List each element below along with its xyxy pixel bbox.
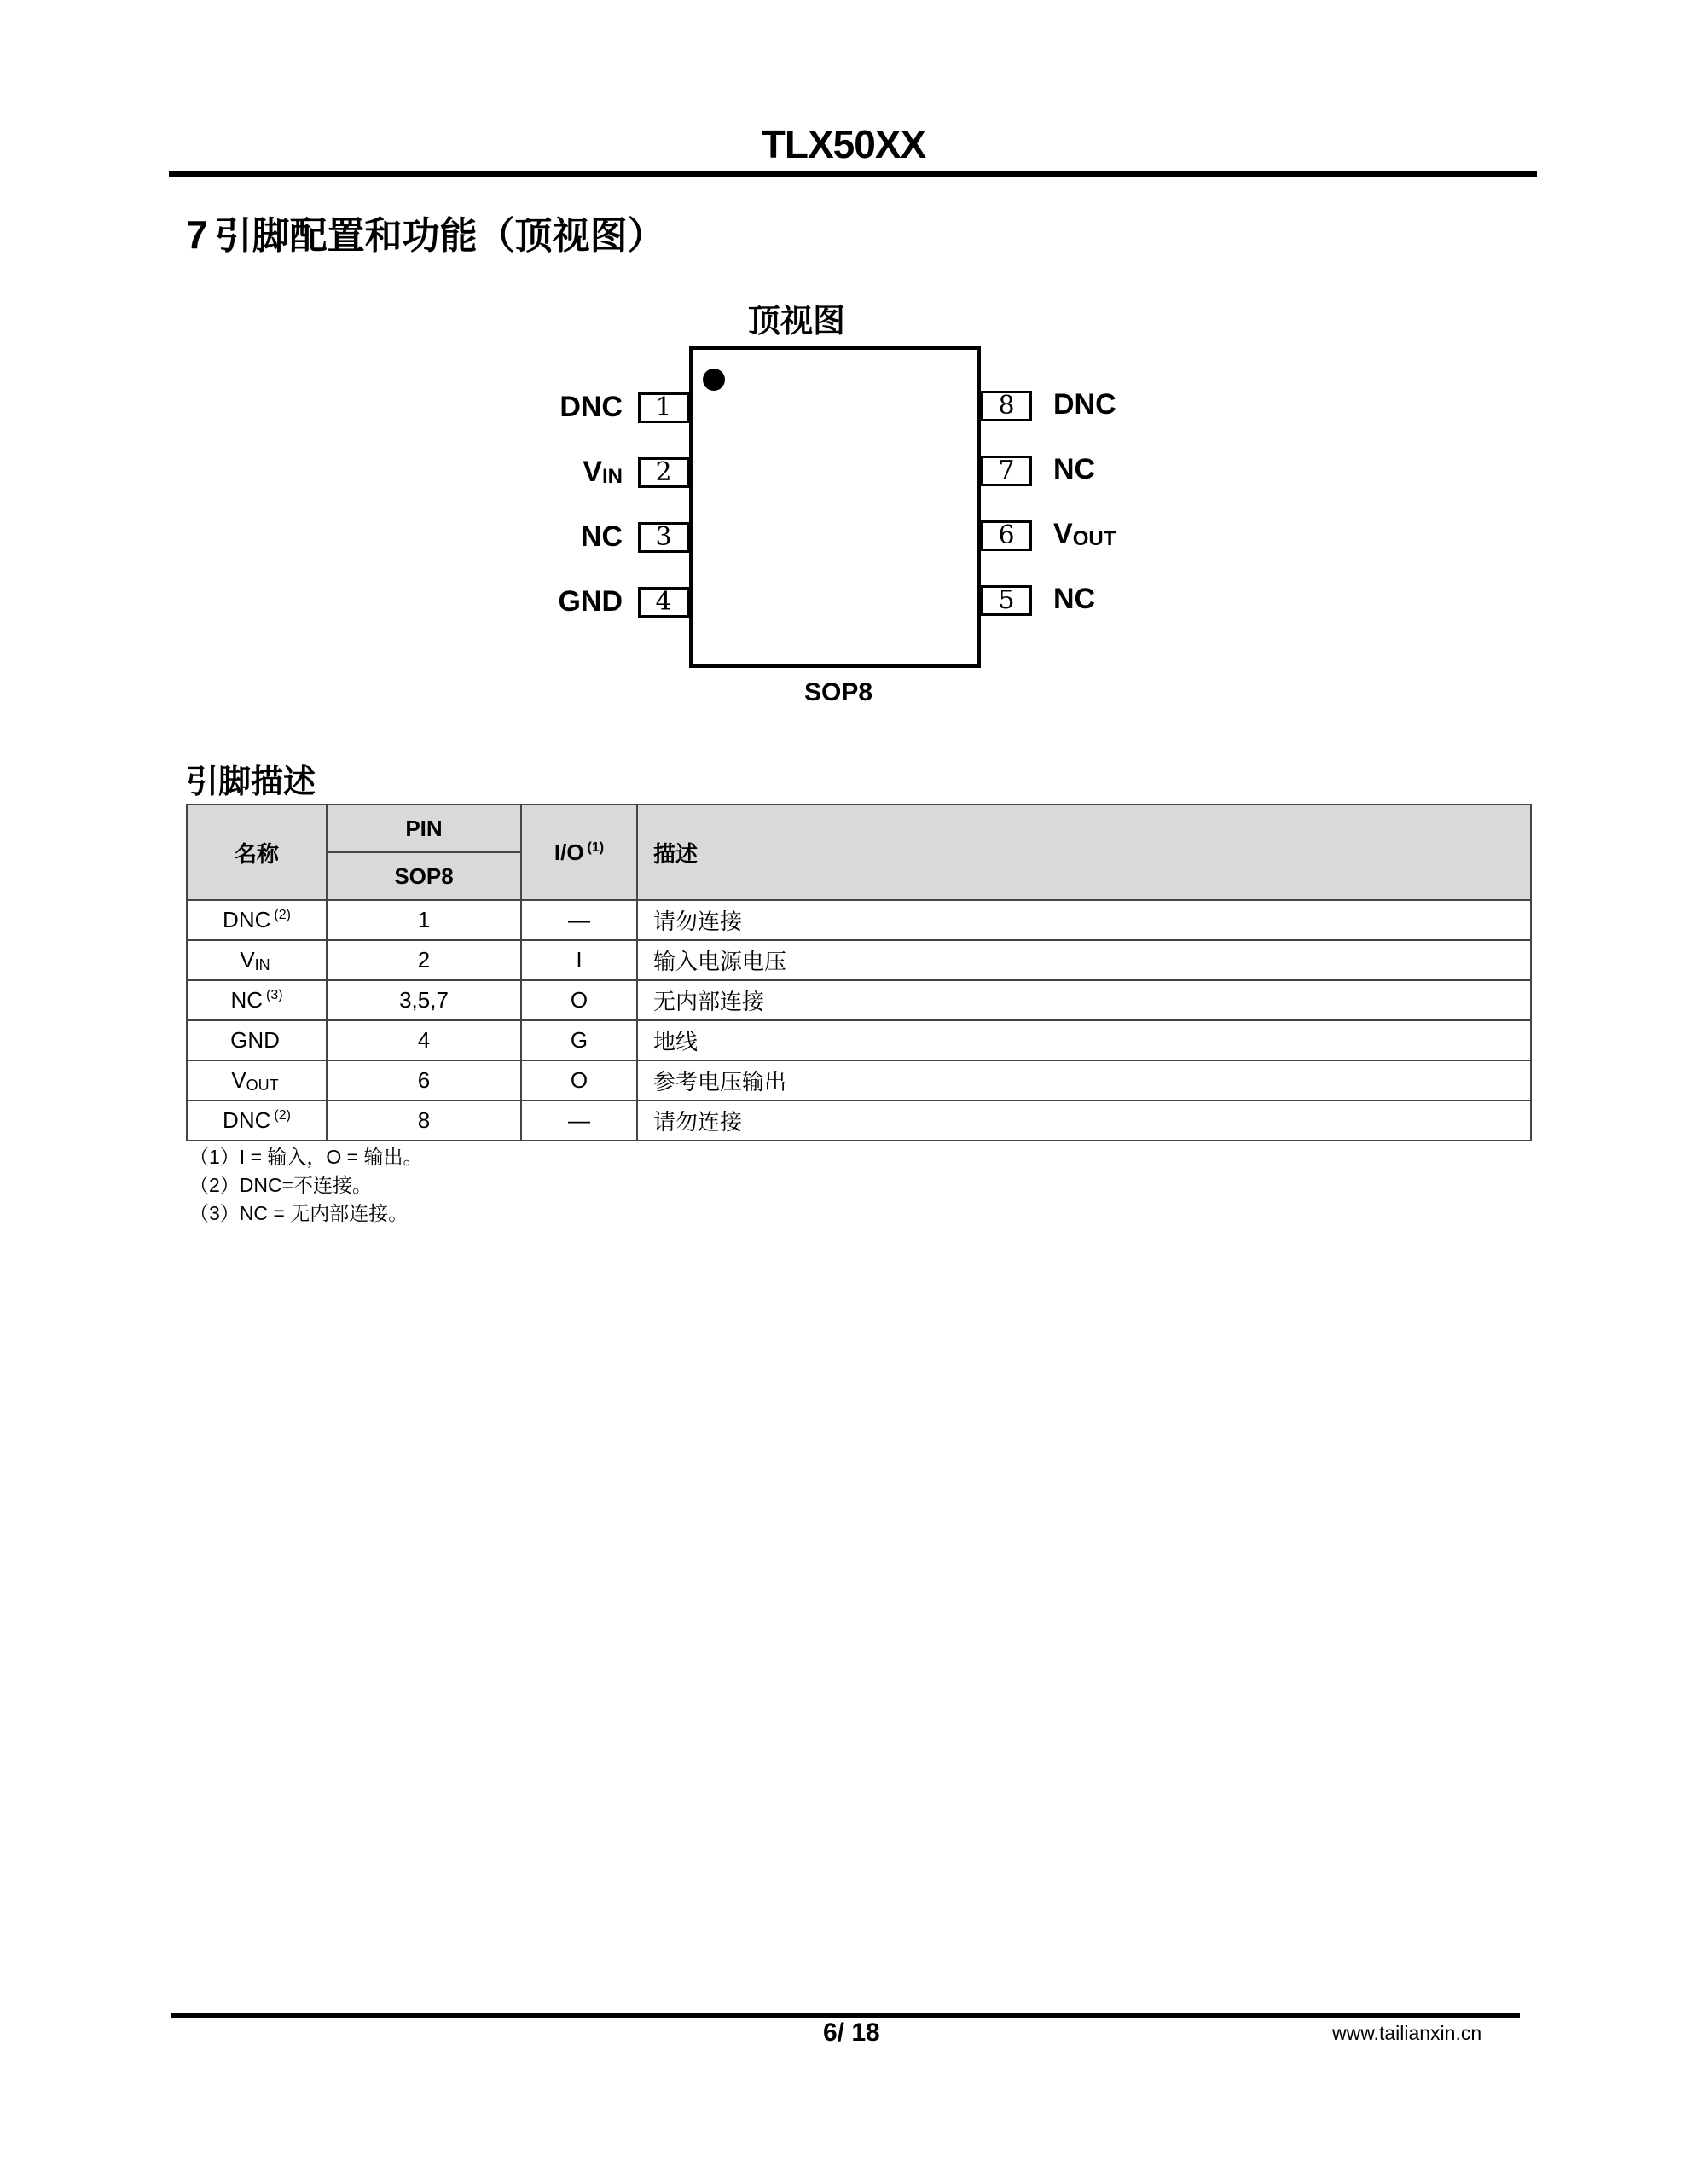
website-link[interactable]: www.tailianxin.cn: [1332, 2022, 1482, 2044]
section-title: 引脚配置和功能（顶视图）: [214, 215, 665, 257]
pin-6-box: 6: [981, 520, 1032, 551]
header-package: SOP8: [327, 852, 521, 900]
pin-description-table: [186, 804, 1532, 1141]
pin-5-name: NC: [1053, 583, 1096, 615]
cell-desc: 参考电压输出: [637, 1060, 1531, 1101]
note-3: （3）NC = 无内部连接。: [189, 1202, 409, 1224]
cell-desc: 无内部连接: [637, 980, 1531, 1020]
cell-desc: 输入电源电压: [637, 940, 1531, 980]
document-title: TLX50XX: [761, 122, 926, 166]
pin-8-name: DNC: [1053, 388, 1116, 421]
table-row: [187, 900, 1531, 940]
header-name: 名称: [187, 804, 327, 900]
cell-io: G: [521, 1020, 637, 1060]
cell-name: $V_{IN}$: [187, 940, 327, 980]
cell-io: —: [521, 1101, 637, 1141]
cell-pin: 8: [327, 1101, 521, 1141]
diagram-label: 顶视图: [748, 304, 846, 340]
section-number: 7: [186, 212, 208, 257]
cell-io: —: [521, 900, 637, 940]
pin-4-name: GND: [558, 585, 623, 618]
pin-6-name: $V_{OUT}$: [1053, 518, 1116, 550]
cell-io: O: [521, 1060, 637, 1101]
pin-1-name: DNC: [559, 391, 623, 423]
cell-desc: 请勿连接: [637, 1101, 1531, 1141]
cell-desc: 地线: [637, 1020, 1531, 1060]
table-row: [187, 980, 1531, 1020]
table-title: 引脚描述: [186, 764, 316, 800]
package-label: SOP8: [804, 678, 873, 706]
pin-4-box: 4: [638, 587, 689, 618]
cell-desc: 请勿连接: [637, 900, 1531, 940]
cell-name: DNC $^{(2)}$: [187, 900, 327, 940]
header-rule: [169, 171, 1537, 177]
cell-pin: 3,5,7: [327, 980, 521, 1020]
pin-7-name: NC: [1053, 453, 1096, 485]
pin-7-box: 7: [981, 456, 1032, 486]
pin-2-name: $V_{IN}$: [583, 456, 623, 488]
page-number: 6/ 18: [823, 2018, 880, 2047]
table-row: [187, 940, 1531, 980]
note-2: （2）DNC=不连接。: [189, 1174, 373, 1196]
cell-io: I: [521, 940, 637, 980]
pin-2-box: 2: [638, 457, 689, 488]
header-desc: 描述: [637, 804, 1531, 900]
note-1: （1）I = 输入，O = 输出。: [189, 1146, 423, 1168]
table-row: [187, 1101, 1531, 1141]
cell-name: $V_{OUT}$: [187, 1060, 327, 1101]
pin-1-box: 1: [638, 392, 689, 423]
pin-8-box: 8: [981, 391, 1032, 421]
header-pin: PIN: [327, 804, 521, 852]
cell-io: O: [521, 980, 637, 1020]
cell-pin: 6: [327, 1060, 521, 1101]
pin-3-box: 3: [638, 522, 689, 553]
table-row: [187, 1020, 1531, 1060]
cell-name: DNC $^{(2)}$: [187, 1101, 327, 1141]
table-notes: [189, 1143, 423, 1228]
cell-pin: 1: [327, 900, 521, 940]
cell-name: GND: [187, 1020, 327, 1060]
header-io: I/O $^{(1)}$: [521, 804, 637, 900]
cell-pin: 4: [327, 1020, 521, 1060]
table-row: [187, 1060, 1531, 1101]
section-heading: [186, 205, 665, 259]
pin-3-name: NC: [580, 520, 623, 553]
cell-pin: 2: [327, 940, 521, 980]
pin1-marker-dot: [703, 369, 725, 391]
chip-body: [689, 346, 981, 668]
pin-5-box: 5: [981, 585, 1032, 616]
cell-name: NC $^{(3)}$: [187, 980, 327, 1020]
